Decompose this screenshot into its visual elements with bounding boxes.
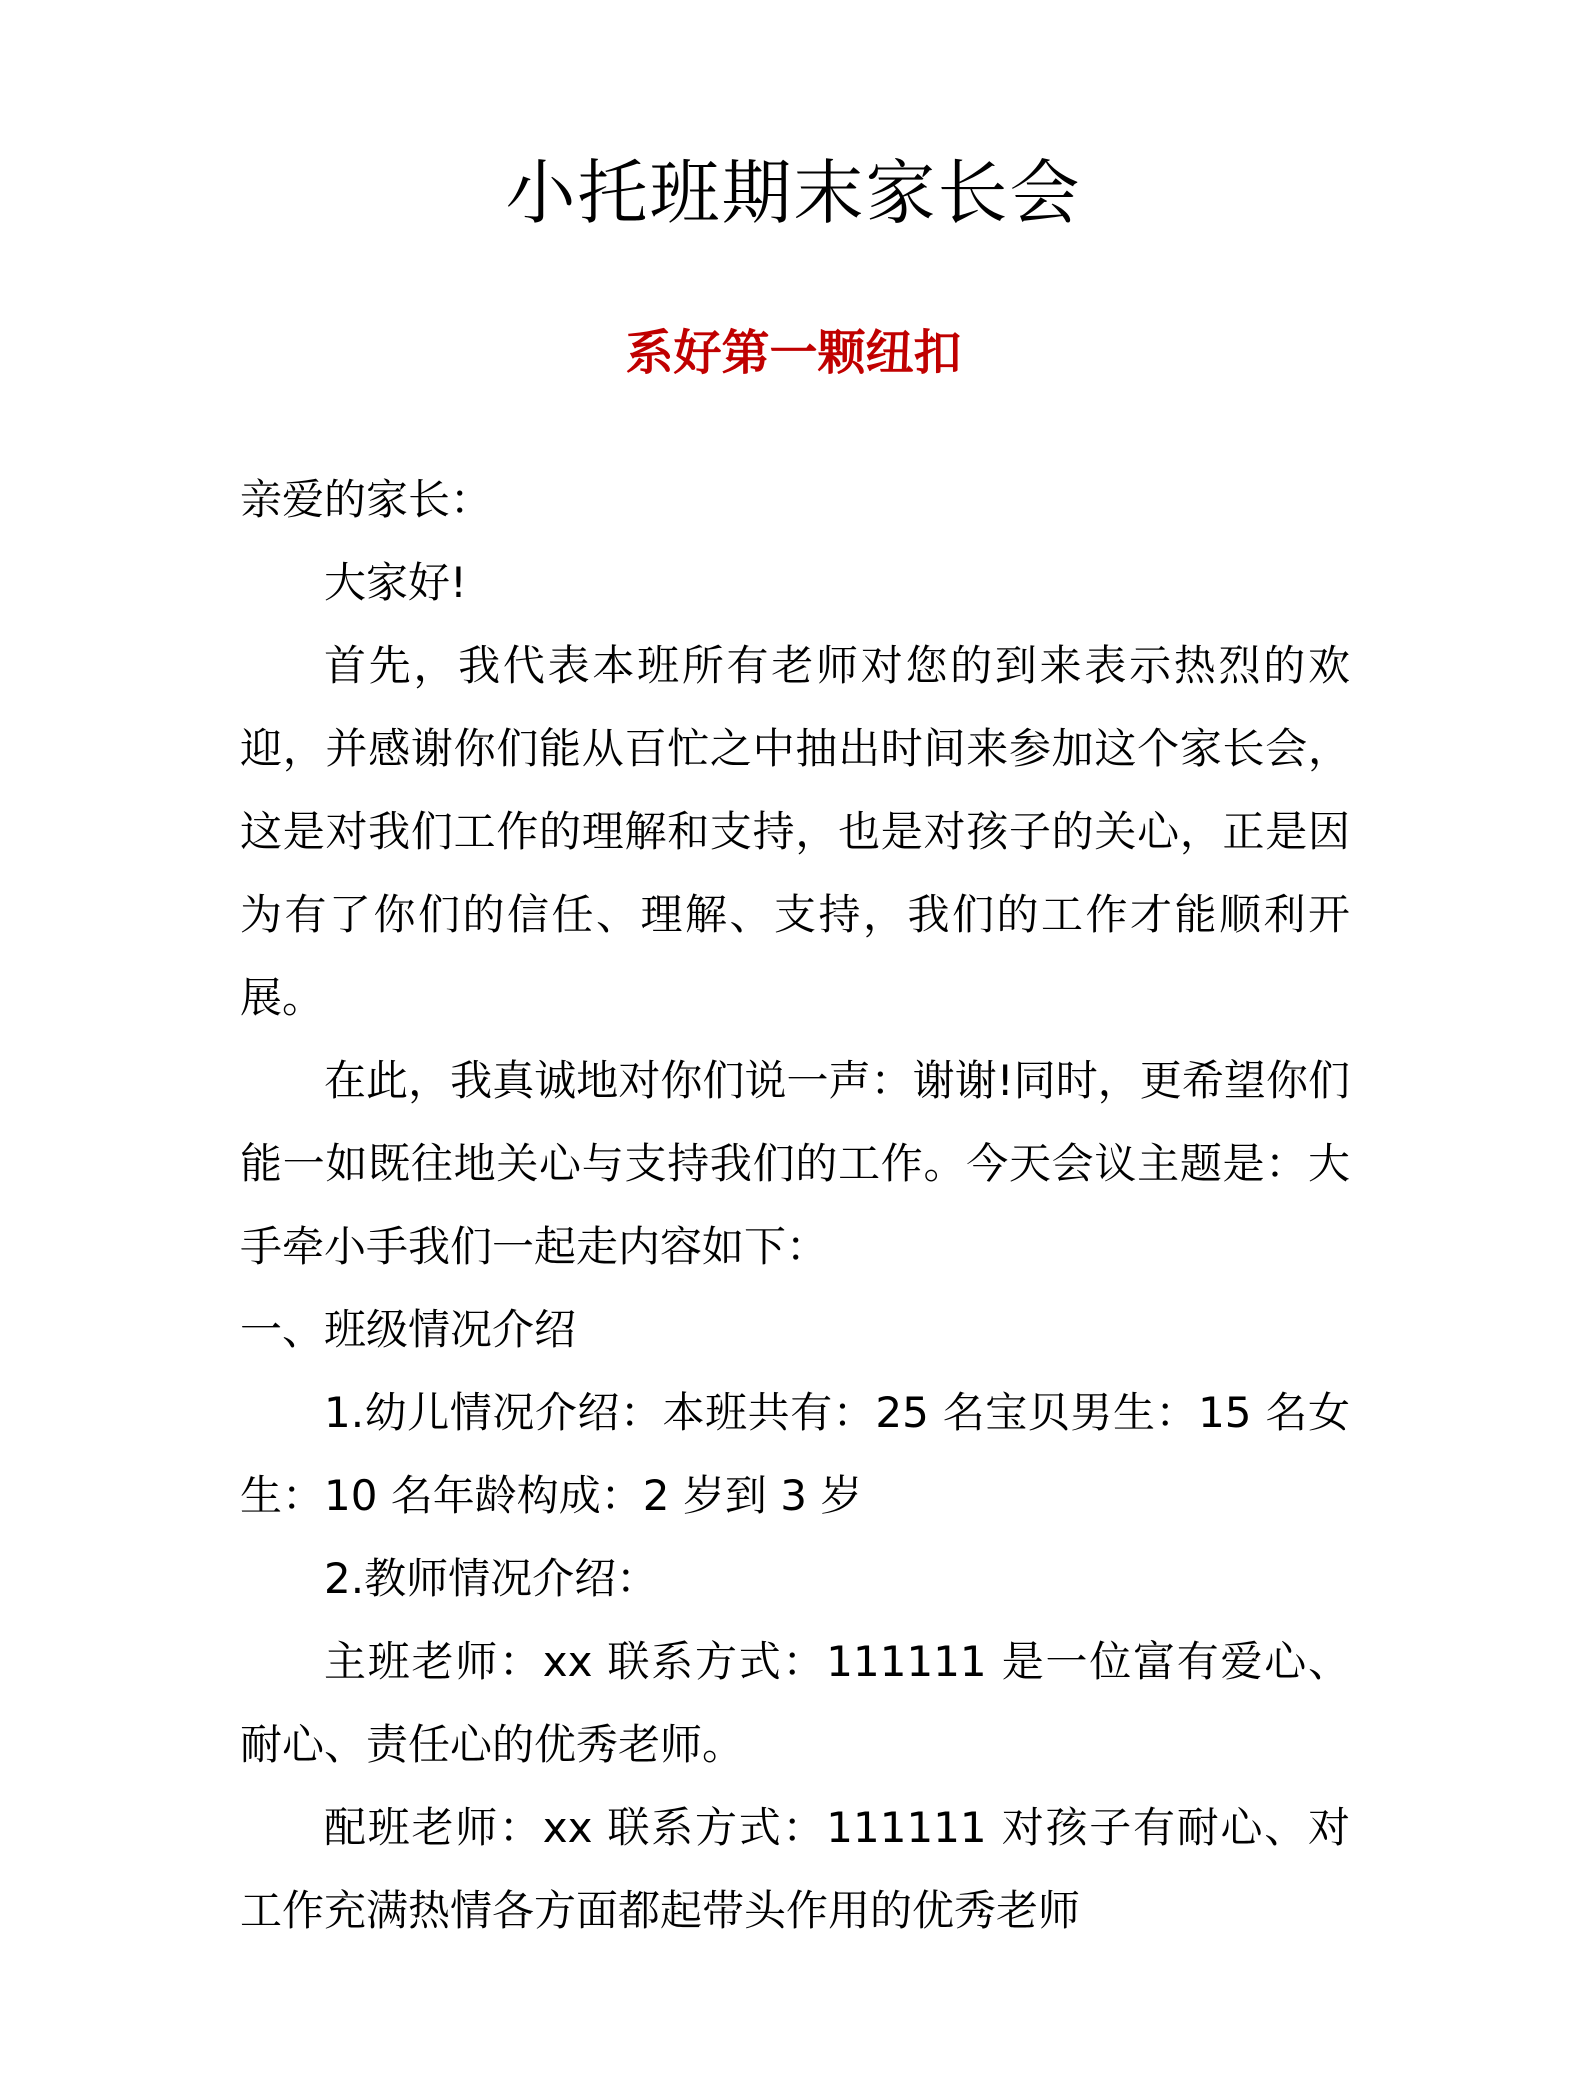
document-title: 小托班期末家长会 [505, 152, 1082, 234]
salutation: 亲爱的家长： [240, 475, 493, 524]
document-body [240, 458, 1350, 1952]
teacher-info-heading: 2.教师情况介绍： [324, 1554, 659, 1603]
children-info-item: 1.幼儿情况介绍：本班共有：25 名宝贝男生：15 名女生：10 名年龄构成：2 岁到 3 岁 [240, 1388, 1350, 1520]
section-heading-class-intro: 一、班级情况介绍 [240, 1305, 577, 1354]
theme-paragraph: 在此，我真诚地对你们说一声：谢谢!同时，更希望你们能一如既往地关心与支持我们的工作。今天会议主题是：大手牵小手我们一起走内容如下： [240, 1056, 1350, 1271]
greeting-paragraph: 大家好! [324, 558, 467, 607]
head-teacher-item: 主班老师：xx 联系方式：111111 是一位富有爱心、耐心、责任心的优秀老师。 [240, 1637, 1350, 1769]
assistant-teacher-item: 配班老师：xx 联系方式：111111 对孩子有耐心、对工作充满热情各方面都起带头作用的优秀老师 [240, 1803, 1350, 1935]
welcome-paragraph: 首先，我代表本班所有老师对您的到来表示热烈的欢迎，并感谢你们能从百忙之中抽出时间来参加这个家长会，这是对我们工作的理解和支持，也是对孩子的关心，正是因为有了你们的信任、理解、支持，我们的工作才能顺利开展。 [240, 641, 1350, 1022]
document-subtitle: 系好第一颗纽扣 [625, 325, 962, 381]
